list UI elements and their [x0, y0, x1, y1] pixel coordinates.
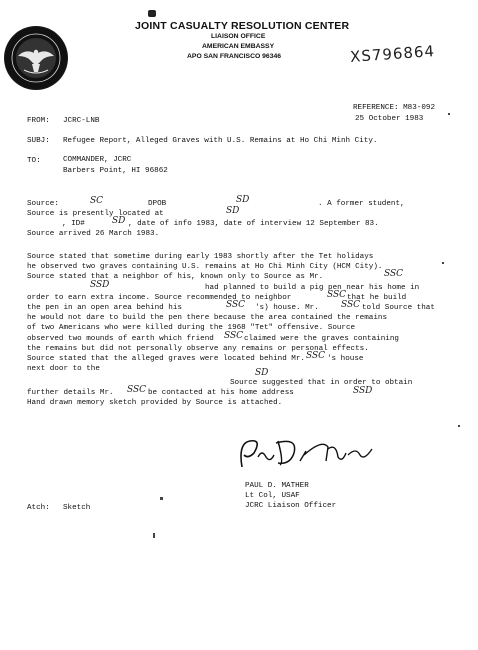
attachment-label: Atch: — [27, 504, 50, 512]
letterhead-office: LIAISON OFFICE — [211, 33, 266, 40]
redaction-mark: SSC — [327, 290, 347, 300]
document-stamp-number: XS796864 — [349, 42, 436, 66]
handwritten-signature — [232, 433, 382, 473]
source-line-3a: , ID# — [62, 220, 85, 228]
scan-speck — [160, 497, 163, 500]
body-line: Source stated that the alleged graves were located behind Mr. — [27, 355, 305, 363]
attachment-value: Sketch — [63, 504, 91, 512]
body-line: be contacted at his home address — [148, 389, 294, 397]
signature-icon — [232, 433, 382, 473]
ink-blot — [148, 10, 156, 17]
scan-speck — [458, 425, 460, 427]
signer-title: JCRC Liaison Officer — [245, 502, 337, 510]
to-label: TO: — [27, 157, 41, 165]
redaction-mark: SSC — [127, 385, 147, 395]
body-line: order to earn extra income. Source recommended to neighbor — [27, 294, 292, 302]
body-line: Hand drawn memory sketch provided by Source is attached. — [27, 399, 283, 407]
redaction-mark: SSC — [341, 300, 361, 310]
department-of-defense-seal — [4, 26, 68, 90]
redaction-mark: SC — [90, 196, 104, 206]
scan-speck — [448, 113, 450, 115]
body-line: had planned to build a pig pen near his home in — [205, 284, 420, 292]
body-line: of two Americans who were killed during the 1968 "Tet" offensive. Source — [27, 324, 356, 332]
body-line: Source suggested that in order to obtain — [230, 379, 413, 387]
eagle-seal-icon — [4, 26, 68, 90]
source-line-1a: Source: — [27, 200, 59, 208]
redaction-mark: SSC — [224, 331, 244, 341]
body-line: the pen in an open area behind his — [27, 304, 182, 312]
body-line: he would not dare to build the pen there because the area contained the remains — [27, 314, 388, 322]
letterhead-embassy: AMERICAN EMBASSY — [202, 43, 275, 50]
letterhead-apo: APO SAN FRANCISCO 96346 — [187, 53, 282, 60]
body-line: next door to the — [27, 365, 100, 373]
to-address: Barbers Point, HI 96862 — [63, 167, 168, 175]
redaction-mark: SD — [236, 195, 250, 205]
letterhead-org: JOINT CASUALTY RESOLUTION CENTER — [135, 20, 350, 32]
body-line: 's) house. Mr. — [255, 304, 319, 312]
body-line: he observed two graves containing U.S. remains at Ho Chi Minh City (HCM City). — [27, 263, 383, 271]
body-line: told Source that — [362, 304, 435, 312]
source-line-1c: . A former student, — [318, 200, 405, 208]
body-line: further details Mr. — [27, 389, 114, 397]
redaction-mark: SD — [112, 216, 126, 226]
source-line-3b: , date of info 1983, date of interview 12 September 83. — [128, 220, 379, 228]
redaction-mark: SSD — [353, 386, 373, 396]
body-line: that he build — [347, 294, 407, 302]
body-line: 's house — [327, 355, 364, 363]
signer-name: PAUL D. MATHER — [245, 482, 309, 490]
redaction-mark: SSC — [306, 351, 326, 361]
reference-date: 25 October 1983 — [355, 115, 424, 123]
source-line-2: Source is presently located at — [27, 210, 164, 218]
body-line: Source stated that a neighbor of his, known only to Source as Mr. — [27, 273, 324, 281]
redaction-mark: SSC — [226, 300, 246, 310]
reference-number: REFERENCE: M83-092 — [353, 104, 436, 112]
signer-rank: Lt Col, USAF — [245, 492, 300, 500]
scan-speck — [442, 262, 444, 264]
from-value: JCRC-LNB — [63, 117, 100, 125]
to-recipient: COMMANDER, JCRC — [63, 156, 132, 164]
redaction-mark: SD — [255, 368, 269, 378]
from-label: FROM: — [27, 117, 50, 125]
source-line-4: Source arrived 26 March 1983. — [27, 230, 160, 238]
redaction-mark: SSC — [384, 269, 404, 279]
body-line: the remains but did not personally observe any remains or personal effects. — [27, 345, 369, 353]
redaction-mark: SSD — [90, 280, 110, 290]
redaction-mark: SD — [226, 206, 240, 216]
body-line: Source stated that sometime during early 1983 shortly after the Tet holidays — [27, 253, 374, 261]
body-line: observed two mounds of earth which friend — [27, 335, 214, 343]
source-line-1b: DPOB — [148, 200, 167, 208]
scan-speck — [153, 533, 155, 538]
subject-label: SUBJ: — [27, 137, 50, 145]
body-line: claimed were the graves containing — [244, 335, 399, 343]
subject-value: Refugee Report, Alleged Graves with U.S. Remains at Ho Chi Minh City. — [63, 137, 378, 145]
